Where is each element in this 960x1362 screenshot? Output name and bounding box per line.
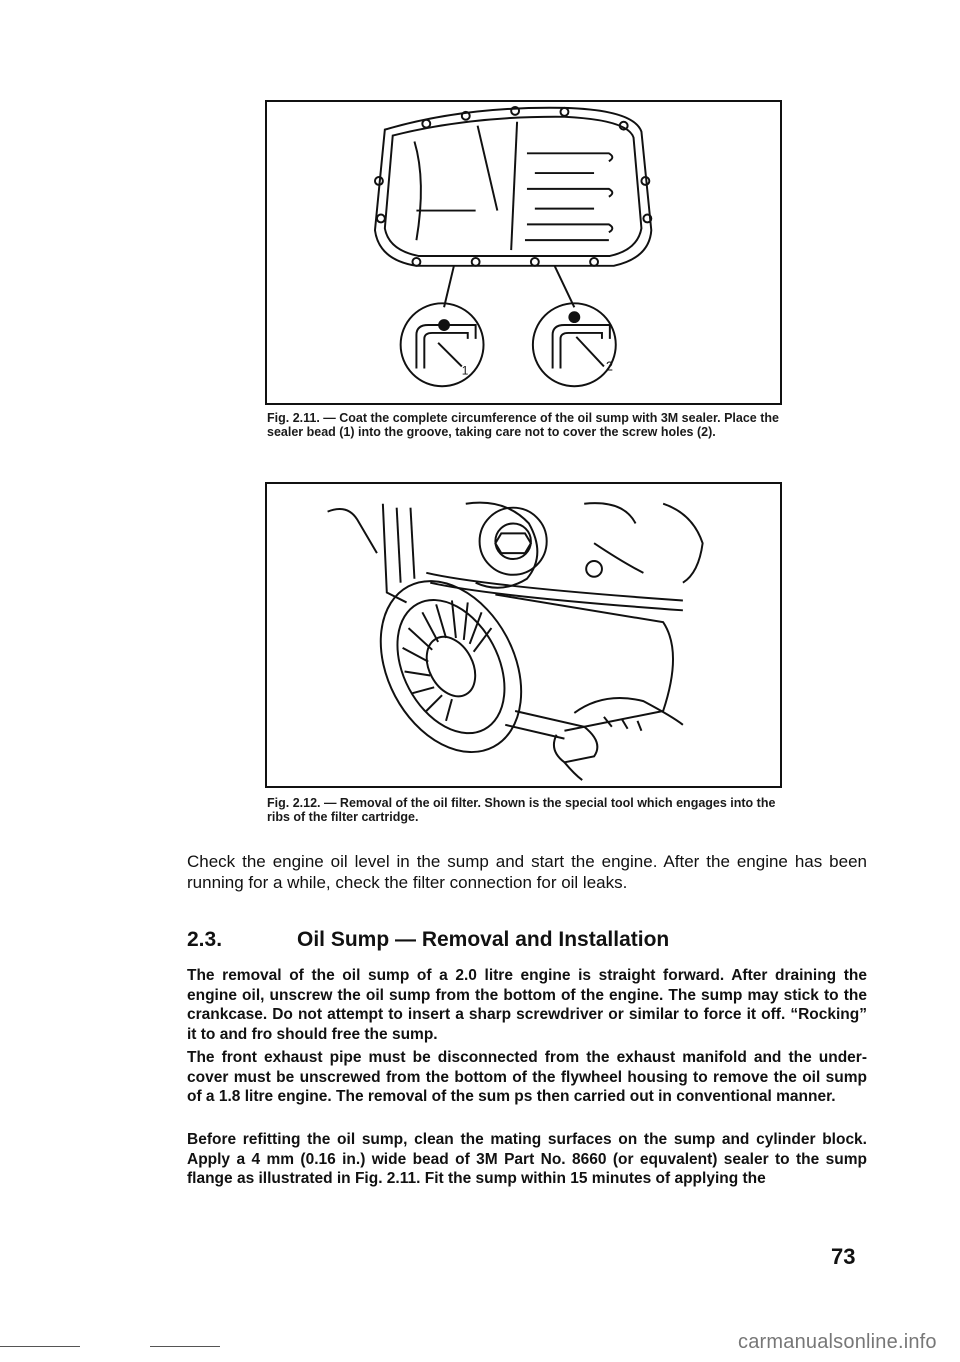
figure-oil-sump-sealer: [265, 100, 782, 405]
body-paragraph: Before refitting the oil sump, clean the mating surfaces on the sump and cylinder block. Apply a 4 mm (0.16 in.) wide bead of 3M Part No. 8660 (or equvalent) sealer to the sump flange as illustrated in Fig. 2.11. Fit the sump within 15 minutes of applying the: [187, 1131, 867, 1187]
section-heading: [187, 928, 669, 952]
intro-paragraph: Check the engine oil level in the sump and start the engine. After the engine has been running for a while, check the filter connection for oil leaks.: [187, 852, 867, 892]
body-paragraph: The front exhaust pipe must be disconnected from the exhaust manifold and the under-cover must be unscrewed from the bottom of the flywheel housing to remove the oil sump of a 1.8 litre engine. The removal of the sum ps then carried out in conventional manner.: [187, 1049, 867, 1105]
figure-oil-filter-removal: [265, 482, 782, 788]
footer-rule: [0, 1346, 80, 1347]
body-paragraph: The removal of the oil sump of a 2.0 litre engine is straight forward. After draining the engine oil, unscrew the oil sump from the bottom of the engine. The sump may stick to the crankcase. Do not attempt to insert a sharp screwdriver or similar to force it off. “Rocking” it to and fro should free the sump.: [187, 967, 867, 1043]
watermark: carmanualsonline.info: [738, 1331, 937, 1353]
figure-caption-2-12: Fig. 2.12. — Removal of the oil filter. Shown is the special tool which engages into the ribs of the filter cartridge.: [267, 796, 776, 824]
footer-rule: [150, 1346, 220, 1347]
callout-2: 2: [605, 358, 614, 374]
page-number: 73: [831, 1244, 856, 1269]
section-title: Oil Sump — Removal and Installation: [297, 928, 670, 951]
section-number: 2.3.: [187, 928, 223, 951]
figure-caption-2-11: Fig. 2.11. — Coat the complete circumference of the oil sump with 3M sealer. Place the sealer bead (1) into the groove, taking care not to cover the screw holes (2).: [267, 411, 779, 439]
callout-1: 1: [461, 363, 469, 378]
oil-sump-illustration: [267, 102, 780, 403]
oil-filter-illustration: [267, 484, 780, 786]
